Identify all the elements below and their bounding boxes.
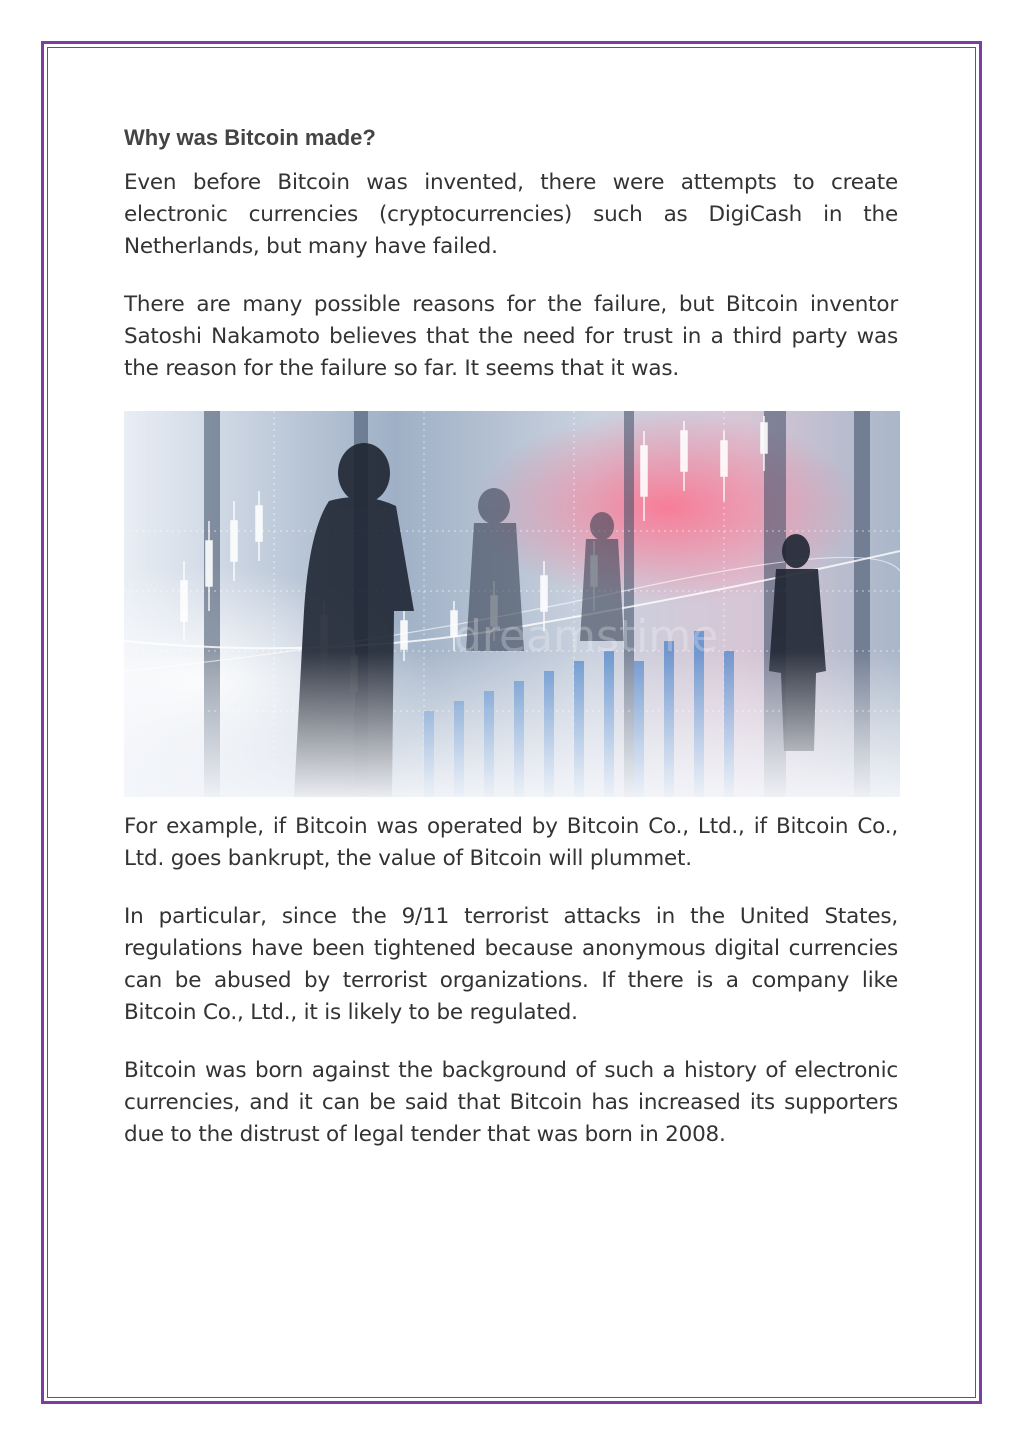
paragraph-5: Bitcoin was born against the background of such a history of electronic currencies, and it can be said that Bitcoin has increased its supporters due to the distrust of legal tender that was born in 2008.: [124, 1057, 898, 1147]
hero-image: [124, 411, 900, 797]
article: [124, 124, 898, 1177]
paragraph-3: For example, if Bitcoin was operated by Bitcoin Co., Ltd., if Bitcoin Co., Ltd. goes bankrupt, the value of Bitcoin will plummet.: [124, 813, 898, 871]
image-watermark: dreamstime: [454, 610, 719, 662]
paragraph-2: There are many possible reasons for the failure, but Bitcoin inventor Satoshi Nakamoto believes that the need for trust in a third party was the reason for the failure so far. It seems that it was.: [124, 291, 898, 381]
paragraph-1: Even before Bitcoin was invented, there were attempts to create electronic currencies (cryptocurrencies) such as DigiCash in the Netherlands, but many have failed.: [124, 169, 898, 259]
article-heading: Why was Bitcoin made?: [124, 125, 376, 150]
paragraph-4: In particular, since the 9/11 terrorist attacks in the United States, regulations have been tightened because anonymous digital currencies can be abused by terrorist organizations. If there is a company like Bitcoin Co., Ltd., it is likely to be regulated.: [124, 903, 898, 1025]
